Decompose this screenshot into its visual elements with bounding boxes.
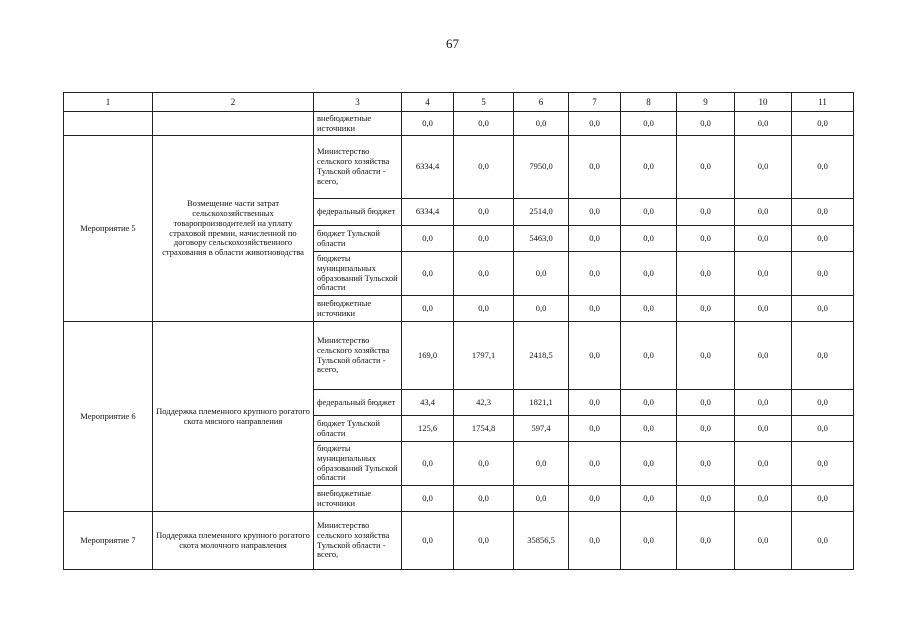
value-cell: 0,0: [621, 296, 677, 322]
value-cell: 0,0: [735, 252, 792, 296]
value-cell: 125,6: [402, 416, 454, 442]
value-cell: 0,0: [677, 486, 735, 512]
value-cell: 0,0: [677, 199, 735, 226]
value-cell: 0,0: [514, 486, 569, 512]
value-cell: 0,0: [402, 226, 454, 252]
measure-number-cell: Мероприятие 6: [64, 322, 153, 512]
funding-source-cell: внебюджетные источники: [314, 112, 402, 136]
value-cell: 0,0: [454, 512, 514, 570]
value-cell: 0,0: [735, 486, 792, 512]
value-cell: 0,0: [792, 226, 854, 252]
value-cell: 0,0: [677, 390, 735, 416]
value-cell: 6334,4: [402, 199, 454, 226]
value-cell: 0,0: [792, 486, 854, 512]
funding-source-cell: внебюджетные источники: [314, 296, 402, 322]
value-cell: 0,0: [569, 322, 621, 390]
value-cell: 0,0: [621, 199, 677, 226]
value-cell: 0,0: [621, 512, 677, 570]
column-header: 8: [621, 93, 677, 112]
value-cell: 0,0: [621, 442, 677, 486]
value-cell: 0,0: [735, 112, 792, 136]
measure-description-cell: Возмещение части затрат сельскохозяйственных товаропроизводителей на уплату страховой премии, начисленной по договору сельскохозяйственного страхования в области животноводства: [153, 136, 314, 322]
funding-source-cell: бюджеты муниципальных образований Тульской области: [314, 252, 402, 296]
funding-source-cell: бюджеты муниципальных образований Тульской области: [314, 442, 402, 486]
value-cell: 0,0: [792, 112, 854, 136]
value-cell: 0,0: [792, 512, 854, 570]
page-number: 67: [446, 36, 459, 51]
value-cell: 0,0: [677, 252, 735, 296]
column-number-row: [64, 93, 854, 112]
value-cell: 0,0: [677, 136, 735, 199]
value-cell: 0,0: [621, 252, 677, 296]
funding-source-cell: бюджет Тульской области: [314, 416, 402, 442]
funding-source-cell: Министерство сельского хозяйства Тульской области - всего,: [314, 512, 402, 570]
value-cell: 0,0: [735, 322, 792, 390]
column-header: 9: [677, 93, 735, 112]
value-cell: 6334,4: [402, 136, 454, 199]
value-cell: 0,0: [792, 296, 854, 322]
value-cell: 0,0: [621, 226, 677, 252]
value-cell: 0,0: [569, 136, 621, 199]
value-cell: 0,0: [402, 486, 454, 512]
value-cell: 1754,8: [454, 416, 514, 442]
value-cell: 0,0: [792, 416, 854, 442]
column-header: 1: [64, 93, 153, 112]
value-cell: 0,0: [454, 252, 514, 296]
column-header: 4: [402, 93, 454, 112]
value-cell: 0,0: [569, 112, 621, 136]
value-cell: 0,0: [514, 442, 569, 486]
value-cell: 0,0: [402, 512, 454, 570]
value-cell: 0,0: [677, 416, 735, 442]
value-cell: 0,0: [677, 322, 735, 390]
funding-source-cell: федеральный бюджет: [314, 390, 402, 416]
column-header: 11: [792, 93, 854, 112]
value-cell: 0,0: [792, 390, 854, 416]
value-cell: 0,0: [454, 136, 514, 199]
value-cell: 0,0: [569, 442, 621, 486]
value-cell: 0,0: [735, 136, 792, 199]
funding-source-cell: Министерство сельского хозяйства Тульской области - всего,: [314, 322, 402, 390]
value-cell: 0,0: [735, 442, 792, 486]
value-cell: 2514,0: [514, 199, 569, 226]
column-header: 3: [314, 93, 402, 112]
value-cell: 7950,0: [514, 136, 569, 199]
value-cell: 0,0: [569, 416, 621, 442]
value-cell: 1821,1: [514, 390, 569, 416]
measure-number-cell: Мероприятие 5: [64, 136, 153, 322]
value-cell: 42,3: [454, 390, 514, 416]
value-cell: 0,0: [569, 199, 621, 226]
value-cell: 0,0: [792, 252, 854, 296]
value-cell: 0,0: [792, 199, 854, 226]
value-cell: 0,0: [621, 136, 677, 199]
value-cell: 5463,0: [514, 226, 569, 252]
value-cell: 0,0: [621, 112, 677, 136]
value-cell: 0,0: [621, 390, 677, 416]
value-cell: 0,0: [621, 322, 677, 390]
value-cell: 0,0: [621, 416, 677, 442]
value-cell: 0,0: [735, 199, 792, 226]
measure-description-cell: Поддержка племенного крупного рогатого скота мясного направления: [153, 322, 314, 512]
column-header: 7: [569, 93, 621, 112]
measure-number-cell: Мероприятие 7: [64, 512, 153, 570]
value-cell: 0,0: [454, 112, 514, 136]
column-header: 5: [454, 93, 514, 112]
value-cell: 0,0: [454, 442, 514, 486]
funding-source-cell: Министерство сельского хозяйства Тульской области - всего,: [314, 136, 402, 199]
value-cell: 0,0: [735, 416, 792, 442]
value-cell: 0,0: [569, 226, 621, 252]
value-cell: 0,0: [677, 442, 735, 486]
value-cell: 0,0: [792, 322, 854, 390]
funding-source-cell: федеральный бюджет: [314, 199, 402, 226]
column-header: 10: [735, 93, 792, 112]
value-cell: 0,0: [402, 442, 454, 486]
value-cell: 2418,5: [514, 322, 569, 390]
column-header: 2: [153, 93, 314, 112]
value-cell: 0,0: [677, 226, 735, 252]
value-cell: 597,4: [514, 416, 569, 442]
measure-description-cell: [153, 112, 314, 136]
budget-table: [63, 92, 854, 570]
value-cell: 0,0: [677, 512, 735, 570]
value-cell: 0,0: [454, 296, 514, 322]
value-cell: 0,0: [792, 442, 854, 486]
value-cell: 0,0: [514, 252, 569, 296]
value-cell: 0,0: [569, 390, 621, 416]
value-cell: 0,0: [677, 296, 735, 322]
value-cell: 0,0: [569, 252, 621, 296]
value-cell: 0,0: [454, 199, 514, 226]
value-cell: 169,0: [402, 322, 454, 390]
table-row: [64, 322, 854, 390]
value-cell: 0,0: [677, 112, 735, 136]
value-cell: 0,0: [454, 226, 514, 252]
table-row: [64, 512, 854, 570]
value-cell: 0,0: [569, 486, 621, 512]
value-cell: 0,0: [735, 512, 792, 570]
funding-source-cell: бюджет Тульской области: [314, 226, 402, 252]
value-cell: 0,0: [402, 112, 454, 136]
value-cell: 0,0: [402, 296, 454, 322]
value-cell: 0,0: [735, 390, 792, 416]
value-cell: 0,0: [569, 296, 621, 322]
value-cell: 0,0: [569, 512, 621, 570]
value-cell: 0,0: [514, 296, 569, 322]
value-cell: 0,0: [735, 296, 792, 322]
table-row: [64, 112, 854, 136]
funding-source-cell: внебюджетные источники: [314, 486, 402, 512]
measure-number-cell: [64, 112, 153, 136]
value-cell: 0,0: [454, 486, 514, 512]
value-cell: 35856,5: [514, 512, 569, 570]
value-cell: 0,0: [514, 112, 569, 136]
value-cell: 0,0: [792, 136, 854, 199]
column-header: 6: [514, 93, 569, 112]
value-cell: 1797,1: [454, 322, 514, 390]
value-cell: 43,4: [402, 390, 454, 416]
value-cell: 0,0: [621, 486, 677, 512]
value-cell: 0,0: [402, 252, 454, 296]
value-cell: 0,0: [735, 226, 792, 252]
measure-description-cell: Поддержка племенного крупного рогатого скота молочного направления: [153, 512, 314, 570]
table-row: [64, 136, 854, 199]
